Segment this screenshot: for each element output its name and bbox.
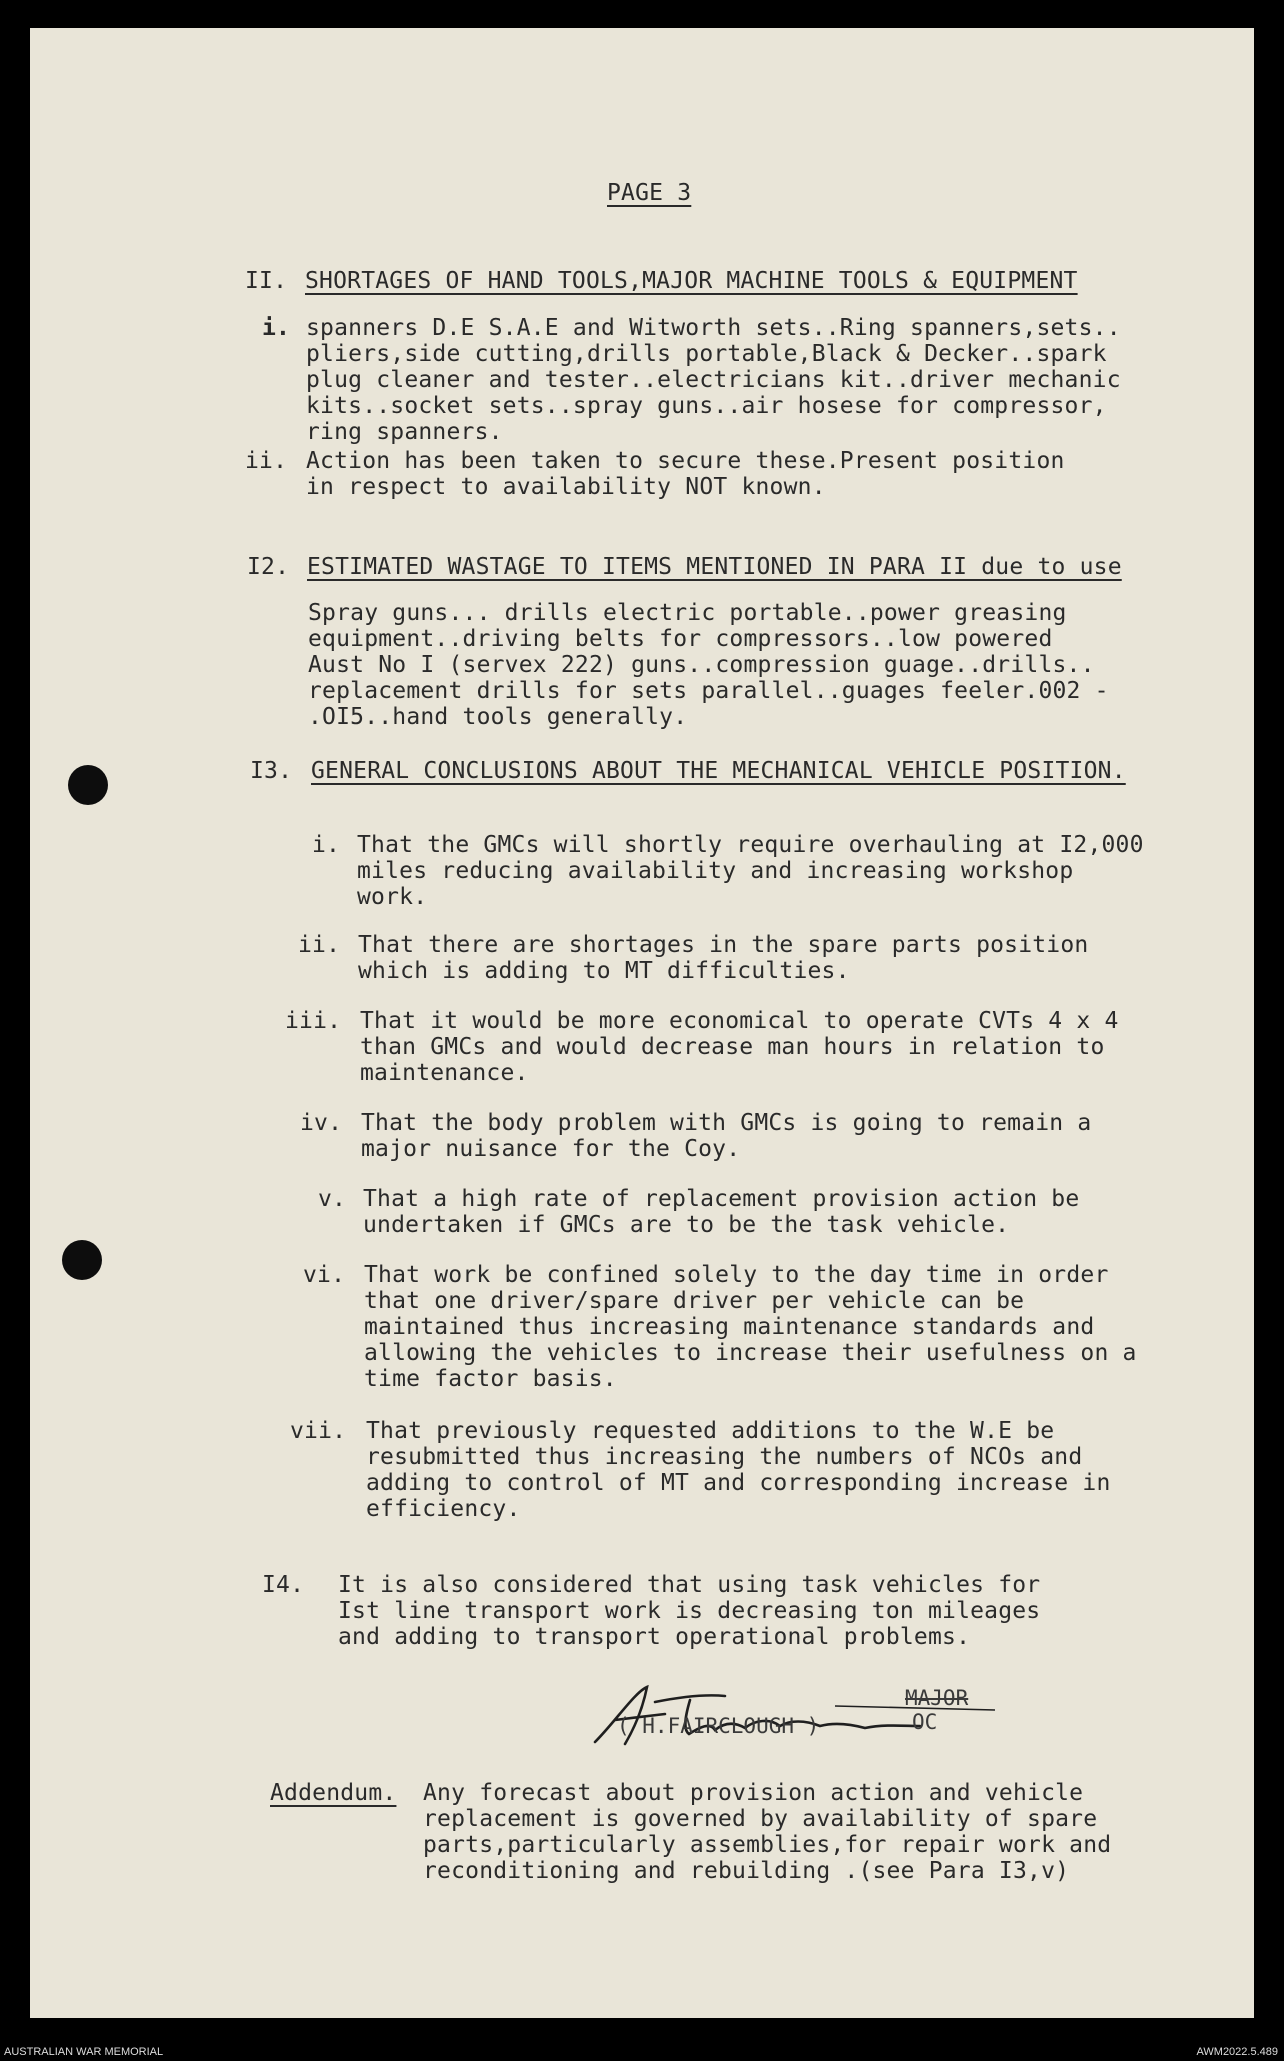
- section-heading: ESTIMATED WASTAGE TO ITEMS MENTIONED IN PARA II due to use: [307, 554, 1122, 580]
- text-line: spanners D.E S.A.E and Witworth sets..Ring spanners,sets..: [306, 315, 1121, 341]
- text-line: resubmitted thus increasing the numbers of NCOs and: [366, 1444, 1083, 1470]
- text-line: plug cleaner and tester..electricians kit..driver mechanic: [306, 367, 1121, 393]
- text-line: Spray guns... drills electric portable..power greasing: [308, 600, 1067, 626]
- item-number: vii.: [290, 1418, 347, 1444]
- text-line: in respect to availability NOT known.: [306, 474, 826, 500]
- text-line: It is also considered that using task vehicles for: [338, 1572, 1041, 1598]
- text-line: maintained thus increasing maintenance standards and: [364, 1314, 1095, 1340]
- punch-hole: [62, 1240, 102, 1280]
- text-line: Aust No I (servex 222) guns..compression guage..drills..: [308, 652, 1095, 678]
- item-number: vi.: [303, 1262, 346, 1288]
- text-line: pliers,side cutting,drills portable,Black & Decker..spark: [306, 341, 1107, 367]
- text-line: That work be confined solely to the day time in order: [364, 1262, 1109, 1288]
- text-line: miles reducing availability and increasing workshop: [357, 858, 1074, 884]
- page-label: PAGE 3: [607, 180, 692, 206]
- text-line: That it would be more economical to operate CVTs 4 x 4: [360, 1008, 1119, 1034]
- item-number: iii.: [285, 1008, 342, 1034]
- text-line: that one driver/spare driver per vehicle can be: [364, 1288, 1025, 1314]
- signatory-appointment: OC: [912, 1710, 938, 1734]
- text-line: adding to control of MT and corresponding increase in: [366, 1470, 1111, 1496]
- text-line: That the GMCs will shortly require overhauling at I2,000: [357, 832, 1144, 858]
- text-line: parts,particularly assemblies,for repair work and: [423, 1832, 1112, 1858]
- section-heading: GENERAL CONCLUSIONS ABOUT THE MECHANICAL VEHICLE POSITION.: [311, 758, 1126, 784]
- text-line: .OI5..hand tools generally.: [308, 704, 688, 730]
- text-line: which is adding to MT difficulties.: [358, 958, 850, 984]
- text-line: allowing the vehicles to increase their usefulness on a: [364, 1340, 1137, 1366]
- text-line: undertaken if GMCs are to be the task vehicle.: [363, 1212, 1010, 1238]
- section-number: I4.: [262, 1572, 305, 1598]
- item-number: iv.: [300, 1110, 343, 1136]
- text-line: than GMCs and would decrease man hours in relation to: [360, 1034, 1105, 1060]
- text-line: major nuisance for the Coy.: [361, 1136, 741, 1162]
- text-line: equipment..driving belts for compressors..low powered: [308, 626, 1053, 652]
- signatory-name: ( H.FAIRCLOUGH ): [617, 1714, 820, 1738]
- text-line: That a high rate of replacement provision action be: [363, 1186, 1080, 1212]
- text-line: kits..socket sets..spray guns..air hosese for compressor,: [306, 393, 1107, 419]
- section-heading: SHORTAGES OF HAND TOOLS,MAJOR MACHINE TOOLS & EQUIPMENT: [305, 268, 1078, 294]
- text-line: That the body problem with GMCs is going to remain a: [361, 1110, 1092, 1136]
- text-line: Ist line transport work is decreasing ton mileages: [338, 1598, 1041, 1624]
- text-line: Any forecast about provision action and vehicle: [423, 1780, 1084, 1806]
- text-line: maintenance.: [360, 1060, 529, 1086]
- item-number: v.: [318, 1186, 347, 1212]
- text-line: That previously requested additions to the W.E be: [366, 1418, 1055, 1444]
- text-line: ring spanners.: [306, 419, 503, 445]
- signatory-rank: MAJOR: [905, 1686, 969, 1710]
- section-number: I3.: [250, 758, 293, 784]
- text-line: time factor basis.: [364, 1366, 617, 1392]
- item-number: i.: [312, 832, 341, 858]
- item-number: i.: [262, 315, 291, 341]
- item-number: ii.: [245, 448, 288, 474]
- section-number: II.: [245, 268, 288, 294]
- punch-hole: [68, 765, 108, 805]
- footer-reference: AWM2022.5.489: [1196, 2046, 1278, 2058]
- text-line: Action has been taken to secure these.Present position: [306, 448, 1065, 474]
- text-line: efficiency.: [366, 1496, 521, 1522]
- section-number: I2.: [247, 554, 290, 580]
- item-number: ii.: [298, 932, 341, 958]
- text-line: replacement is governed by availability of spare: [423, 1806, 1098, 1832]
- text-line: replacement drills for sets parallel..guages feeler.002 -: [308, 678, 1109, 704]
- text-line: That there are shortages in the spare parts position: [358, 932, 1089, 958]
- text-line: reconditioning and rebuilding .(see Para I3,v): [423, 1858, 1070, 1884]
- footer-source: AUSTRALIAN WAR MEMORIAL: [4, 2046, 164, 2058]
- addendum-label: Addendum.: [270, 1780, 397, 1806]
- text-line: work.: [357, 884, 428, 910]
- text-line: and adding to transport operational problems.: [338, 1624, 971, 1650]
